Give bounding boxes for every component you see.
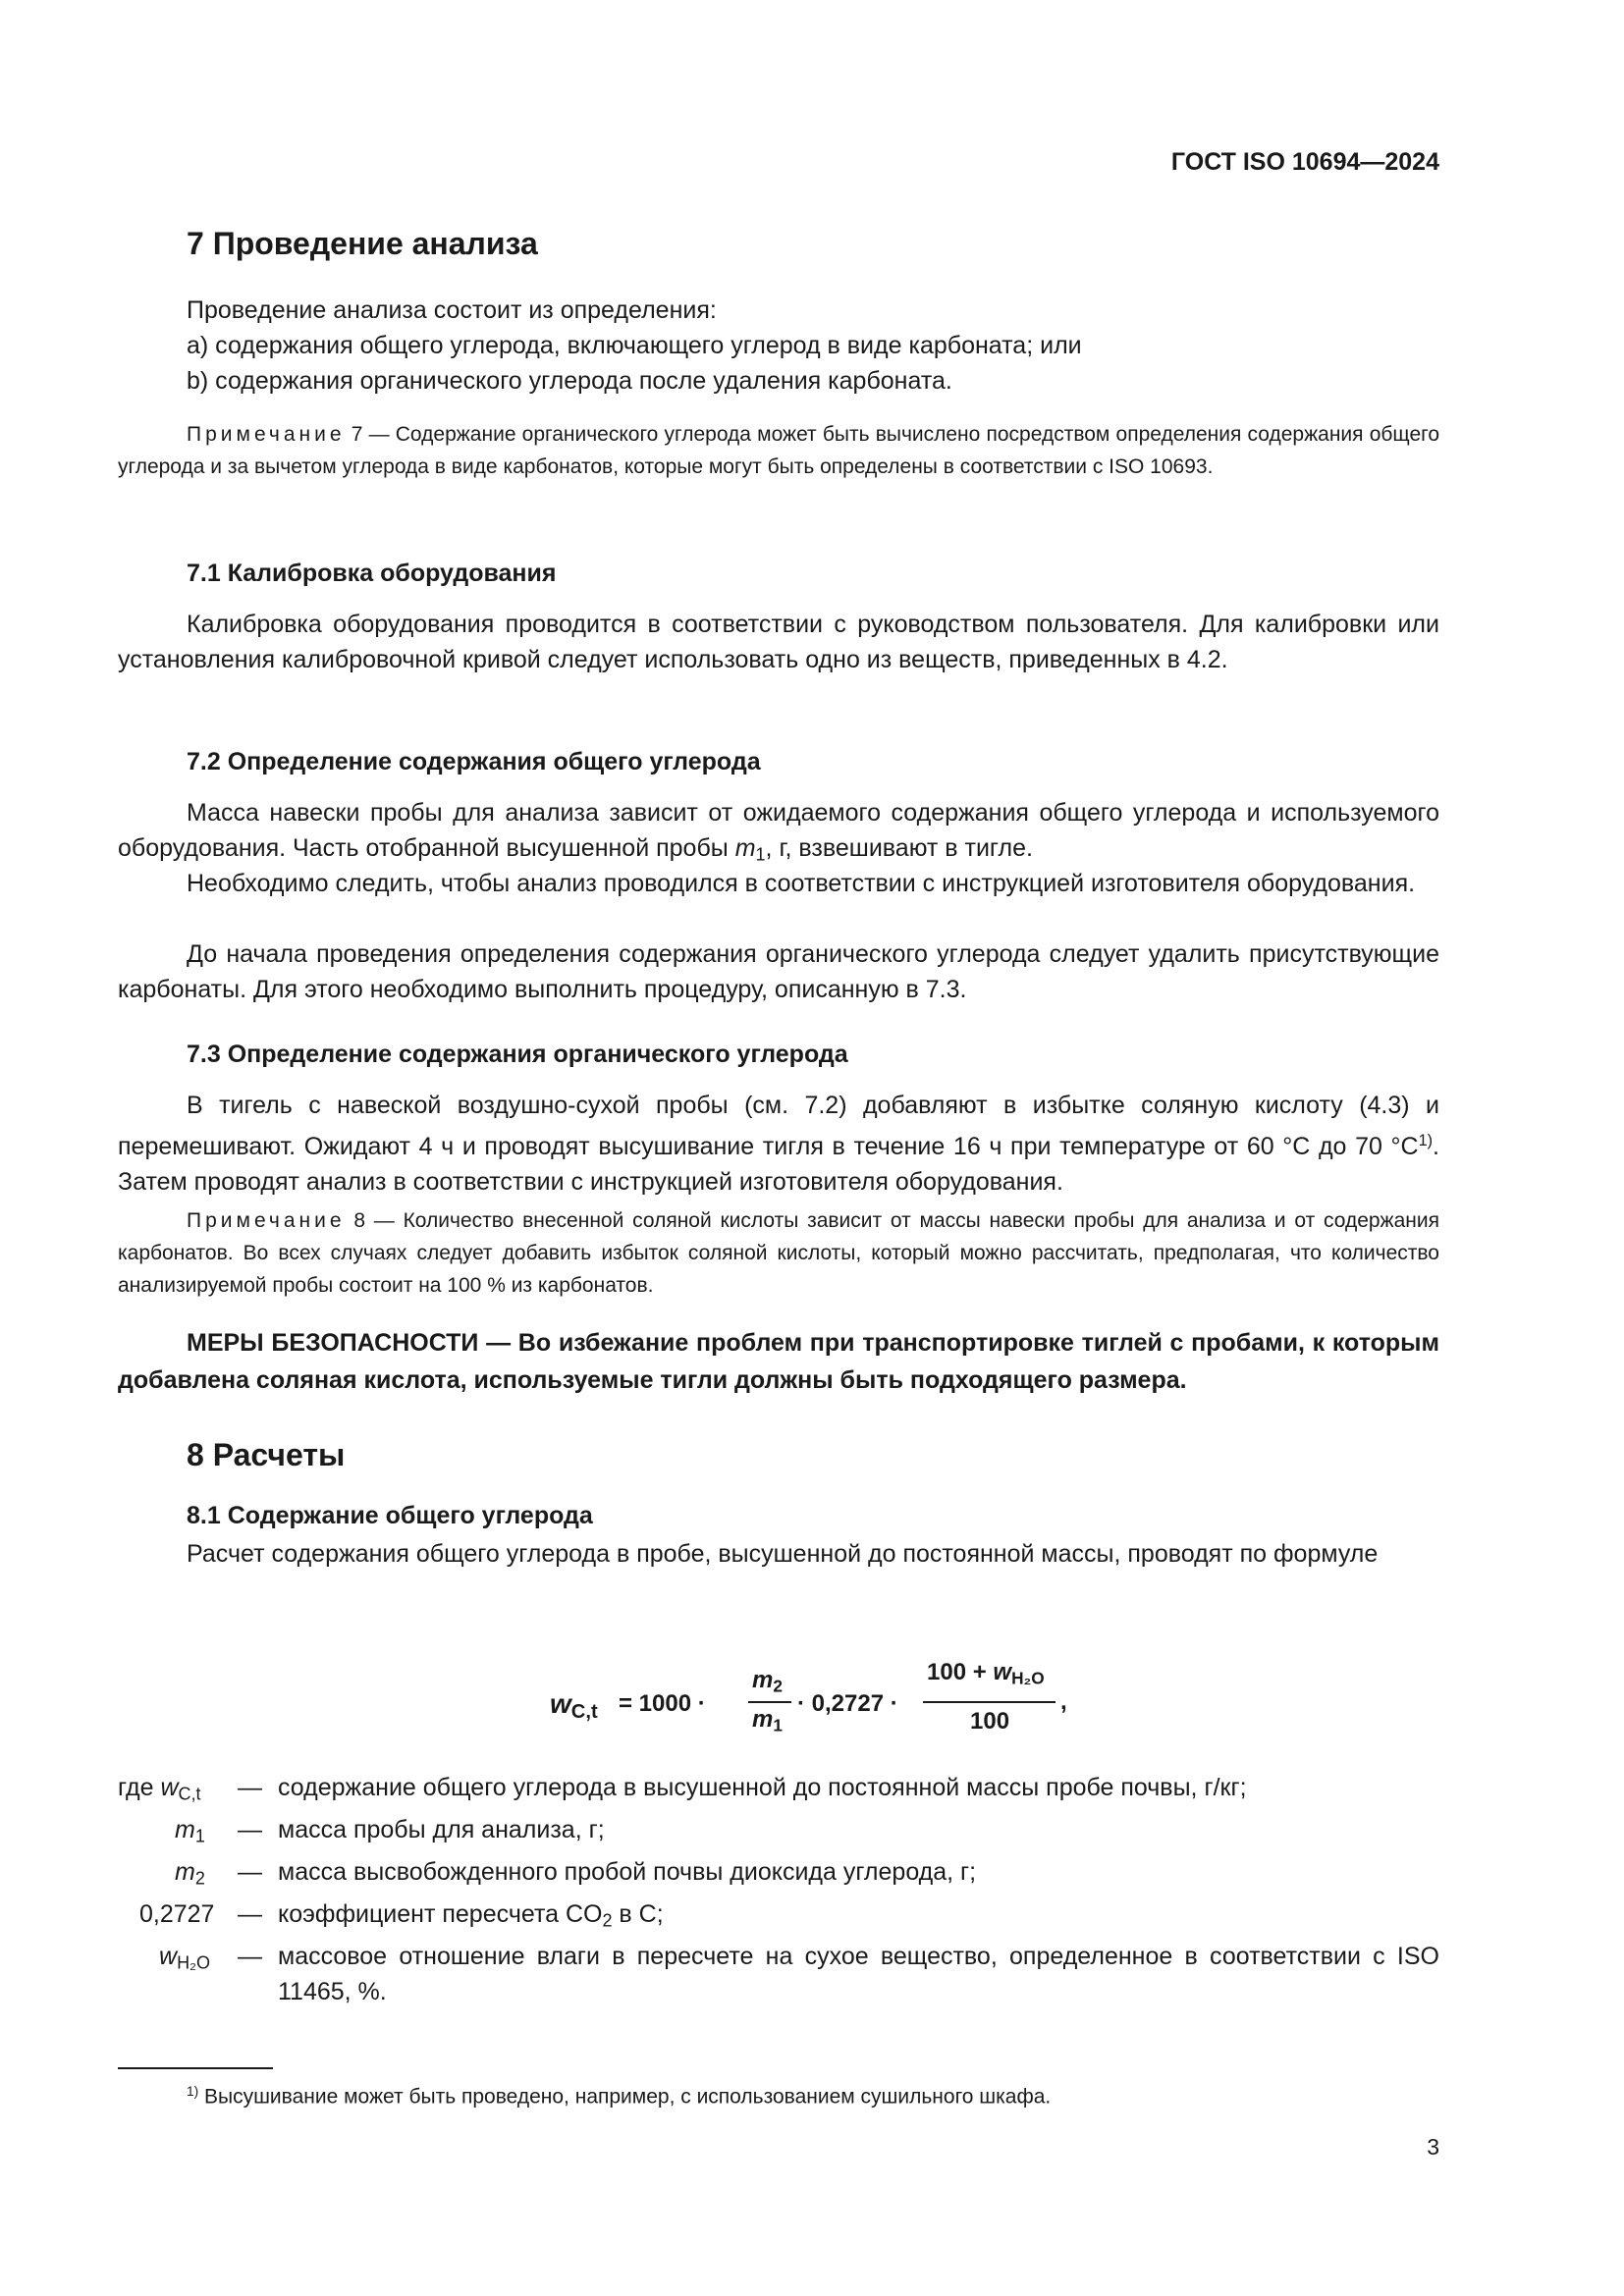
def-3-dash: — (238, 1858, 262, 1886)
def-2-sub: 1 (194, 1826, 205, 1846)
formula-f2-num (927, 1659, 1045, 1688)
section-7-3-title: 7.3 Определение содержания органического углерода (187, 1041, 848, 1068)
def-5-dash: — (238, 1943, 262, 1970)
def-5-text: массовое отношение влаги в пересчете на сухое вещество, определенное в соответствии с ISO 11465, %. (278, 1943, 1439, 2005)
note-8-text: 8 — Количество внесенной соляной кислоты зависит от массы навески пробы для анализа и от содержания карбонатов. Во всех случаях следует добавить избыток соляной кислоты, который можно рассчитать, предполагая, что количество анализируемой пробы состоит на 100 % из карбонатов. (118, 1209, 1439, 1297)
def-1-var: w (160, 1774, 179, 1801)
note-7 (118, 418, 1439, 483)
section-8-title: 8 Расчеты (187, 1437, 346, 1472)
p1-sub: 1 (755, 844, 766, 865)
note-8-label: Примечание (187, 1209, 346, 1232)
def-5-term (159, 1939, 210, 1981)
footnote-separator (118, 2067, 273, 2069)
p1-text: Масса навески пробы для анализа зависит от ожидаемого содержания общего углерода и используемого оборудования. Часть отобранной высушенной пробы (118, 799, 1439, 862)
document-id-header: ГОСТ ISO 10694—2024 (1170, 148, 1439, 176)
formula-mid: · 0,2727 · (797, 1690, 898, 1717)
f2-num-sub: H₂O (1011, 1668, 1045, 1688)
formula-f2-bar (923, 1701, 1056, 1703)
section-8-1-text: Расчет содержания общего углерода в пробе, высушенной до постоянной массы, проводят по формуле (187, 1540, 1379, 1568)
section-7-3-paragraph (118, 1088, 1439, 1200)
def-2-term (175, 1812, 205, 1854)
f2-num-text: 100 + (927, 1659, 994, 1685)
def-2-text: масса пробы для анализа, г; (278, 1816, 605, 1843)
total-carbon-formula (550, 1649, 1139, 1757)
page-number: 3 (1427, 2134, 1439, 2160)
note-8 (118, 1204, 1439, 1302)
formula-f2-den: 100 (970, 1708, 1010, 1735)
p73-after: . Затем проводят анализ в соответствии с инструкцией изготовителя оборудования. (118, 1132, 1439, 1196)
safety-warning: МЕРЫ БЕЗОПАСНОСТИ — Во избежание проблем при транспортировке тиглей с пробами, к которым добавлена соляная кислота, используемые тигли должны быть подходящего размера. (118, 1329, 1439, 1394)
def-5-sub: H₂O (177, 1952, 211, 1973)
note-7-text: 7 — Содержание органического углерода может быть вычислено посредством определения содержания общего углерода и за вычетом углерода в виде карбонатов, которые могут быть определены в соответствии с ISO 10693. (118, 423, 1439, 478)
p1-after: , г, взвешивают в тигле. (765, 834, 1033, 862)
list-item-b: b) содержания органического углерода после удаления карбоната. (187, 367, 952, 395)
section-7-2-paragraph-3: До начала проведения определения содержания органического углерода следует удалить присутствующие карбонаты. Для этого необходимо выполнить процедуру, описанную в 7.3. (118, 940, 1439, 1003)
f1-den-sub: 1 (773, 1715, 783, 1735)
def-1-text: содержание общего углерода в высушенной до постоянной массы пробе почвы, г/кг; (278, 1774, 1247, 1801)
f2-num-var: w (993, 1659, 1012, 1685)
footnote-text: Высушивание может быть проведено, например, с использованием сушильного шкафа. (198, 2085, 1052, 2109)
p1-var: m (734, 834, 756, 862)
footnote (187, 2078, 1051, 2111)
section-7-2-paragraph-2: Необходимо следить, чтобы анализ проводился в соответствии с инструкцией изготовителя оборудования. (187, 870, 1416, 897)
footnote-ref: 1) (1418, 1132, 1434, 1149)
formula-f1-num (752, 1667, 783, 1696)
list-item-a: a) содержания общего углерода, включающего углерод в виде карбоната; или (187, 332, 1082, 359)
formula-lhs-var: w (550, 1688, 571, 1719)
def-1-dash: — (238, 1774, 262, 1801)
footnote-mark: 1) (187, 2084, 199, 2099)
section-7-1-title: 7.1 Калибровка оборудования (187, 560, 557, 587)
where-word: где (118, 1774, 154, 1801)
def-4-text (278, 1896, 1439, 1939)
section-7-2-paragraph-1 (118, 795, 1439, 873)
def-3-term (175, 1854, 205, 1896)
formula-tail: , (1060, 1688, 1067, 1715)
def-4-sub: 2 (602, 1910, 613, 1931)
def-4-before: коэффициент пересчета CO (278, 1900, 603, 1928)
defs-where (118, 1770, 201, 1812)
def-2-dash: — (238, 1816, 262, 1843)
f1-num-sub: 2 (773, 1676, 783, 1696)
def-4-dash: — (238, 1900, 262, 1928)
formula-lhs-sub: C,t (570, 1701, 598, 1724)
def-5-var: w (159, 1943, 178, 1970)
def-3-sub: 2 (194, 1868, 205, 1889)
section-7-intro: Проведение анализа состоит из определения: (187, 296, 717, 324)
document-page (118, 0, 1439, 2296)
formula-f1-den (752, 1706, 783, 1735)
note-7-label: Примечание (187, 423, 346, 446)
def-4-term: 0,2727 (139, 1900, 215, 1928)
section-7-1-text: Калибровка оборудования проводится в соответствии с руководством пользователя. Для калибровки или установления калибровочной кривой следует использовать одно из веществ, приведенных в 4.2. (118, 611, 1439, 673)
formula-f1-bar (748, 1701, 791, 1703)
formula-lhs (550, 1688, 598, 1724)
def-4-after: в C; (612, 1900, 664, 1928)
f1-den-var: m (752, 1706, 774, 1733)
def-1-sub: C,t (178, 1784, 201, 1804)
section-8-1-title: 8.1 Содержание общего углерода (187, 1502, 593, 1529)
formula-eq: = 1000 · (619, 1690, 706, 1717)
f1-num-var: m (752, 1667, 774, 1693)
p73-text: В тигель с навеской воздушно-сухой пробы (см. 7.2) добавляют в избытке соляную кислоту (4.3) и перемешивают. Ожидают 4 ч и проводят высушивание тигля в течение 16 ч при температуре от 60 °C до 70 °C (118, 1092, 1439, 1160)
section-7-2-title: 7.2 Определение содержания общего углерода (187, 748, 761, 775)
def-3-text: масса высвобожденного пробой почвы диоксида углерода, г; (278, 1858, 977, 1886)
def-3-var: m (175, 1858, 195, 1886)
section-7-title: 7 Проведение анализа (187, 226, 538, 261)
def-2-var: m (175, 1816, 195, 1843)
